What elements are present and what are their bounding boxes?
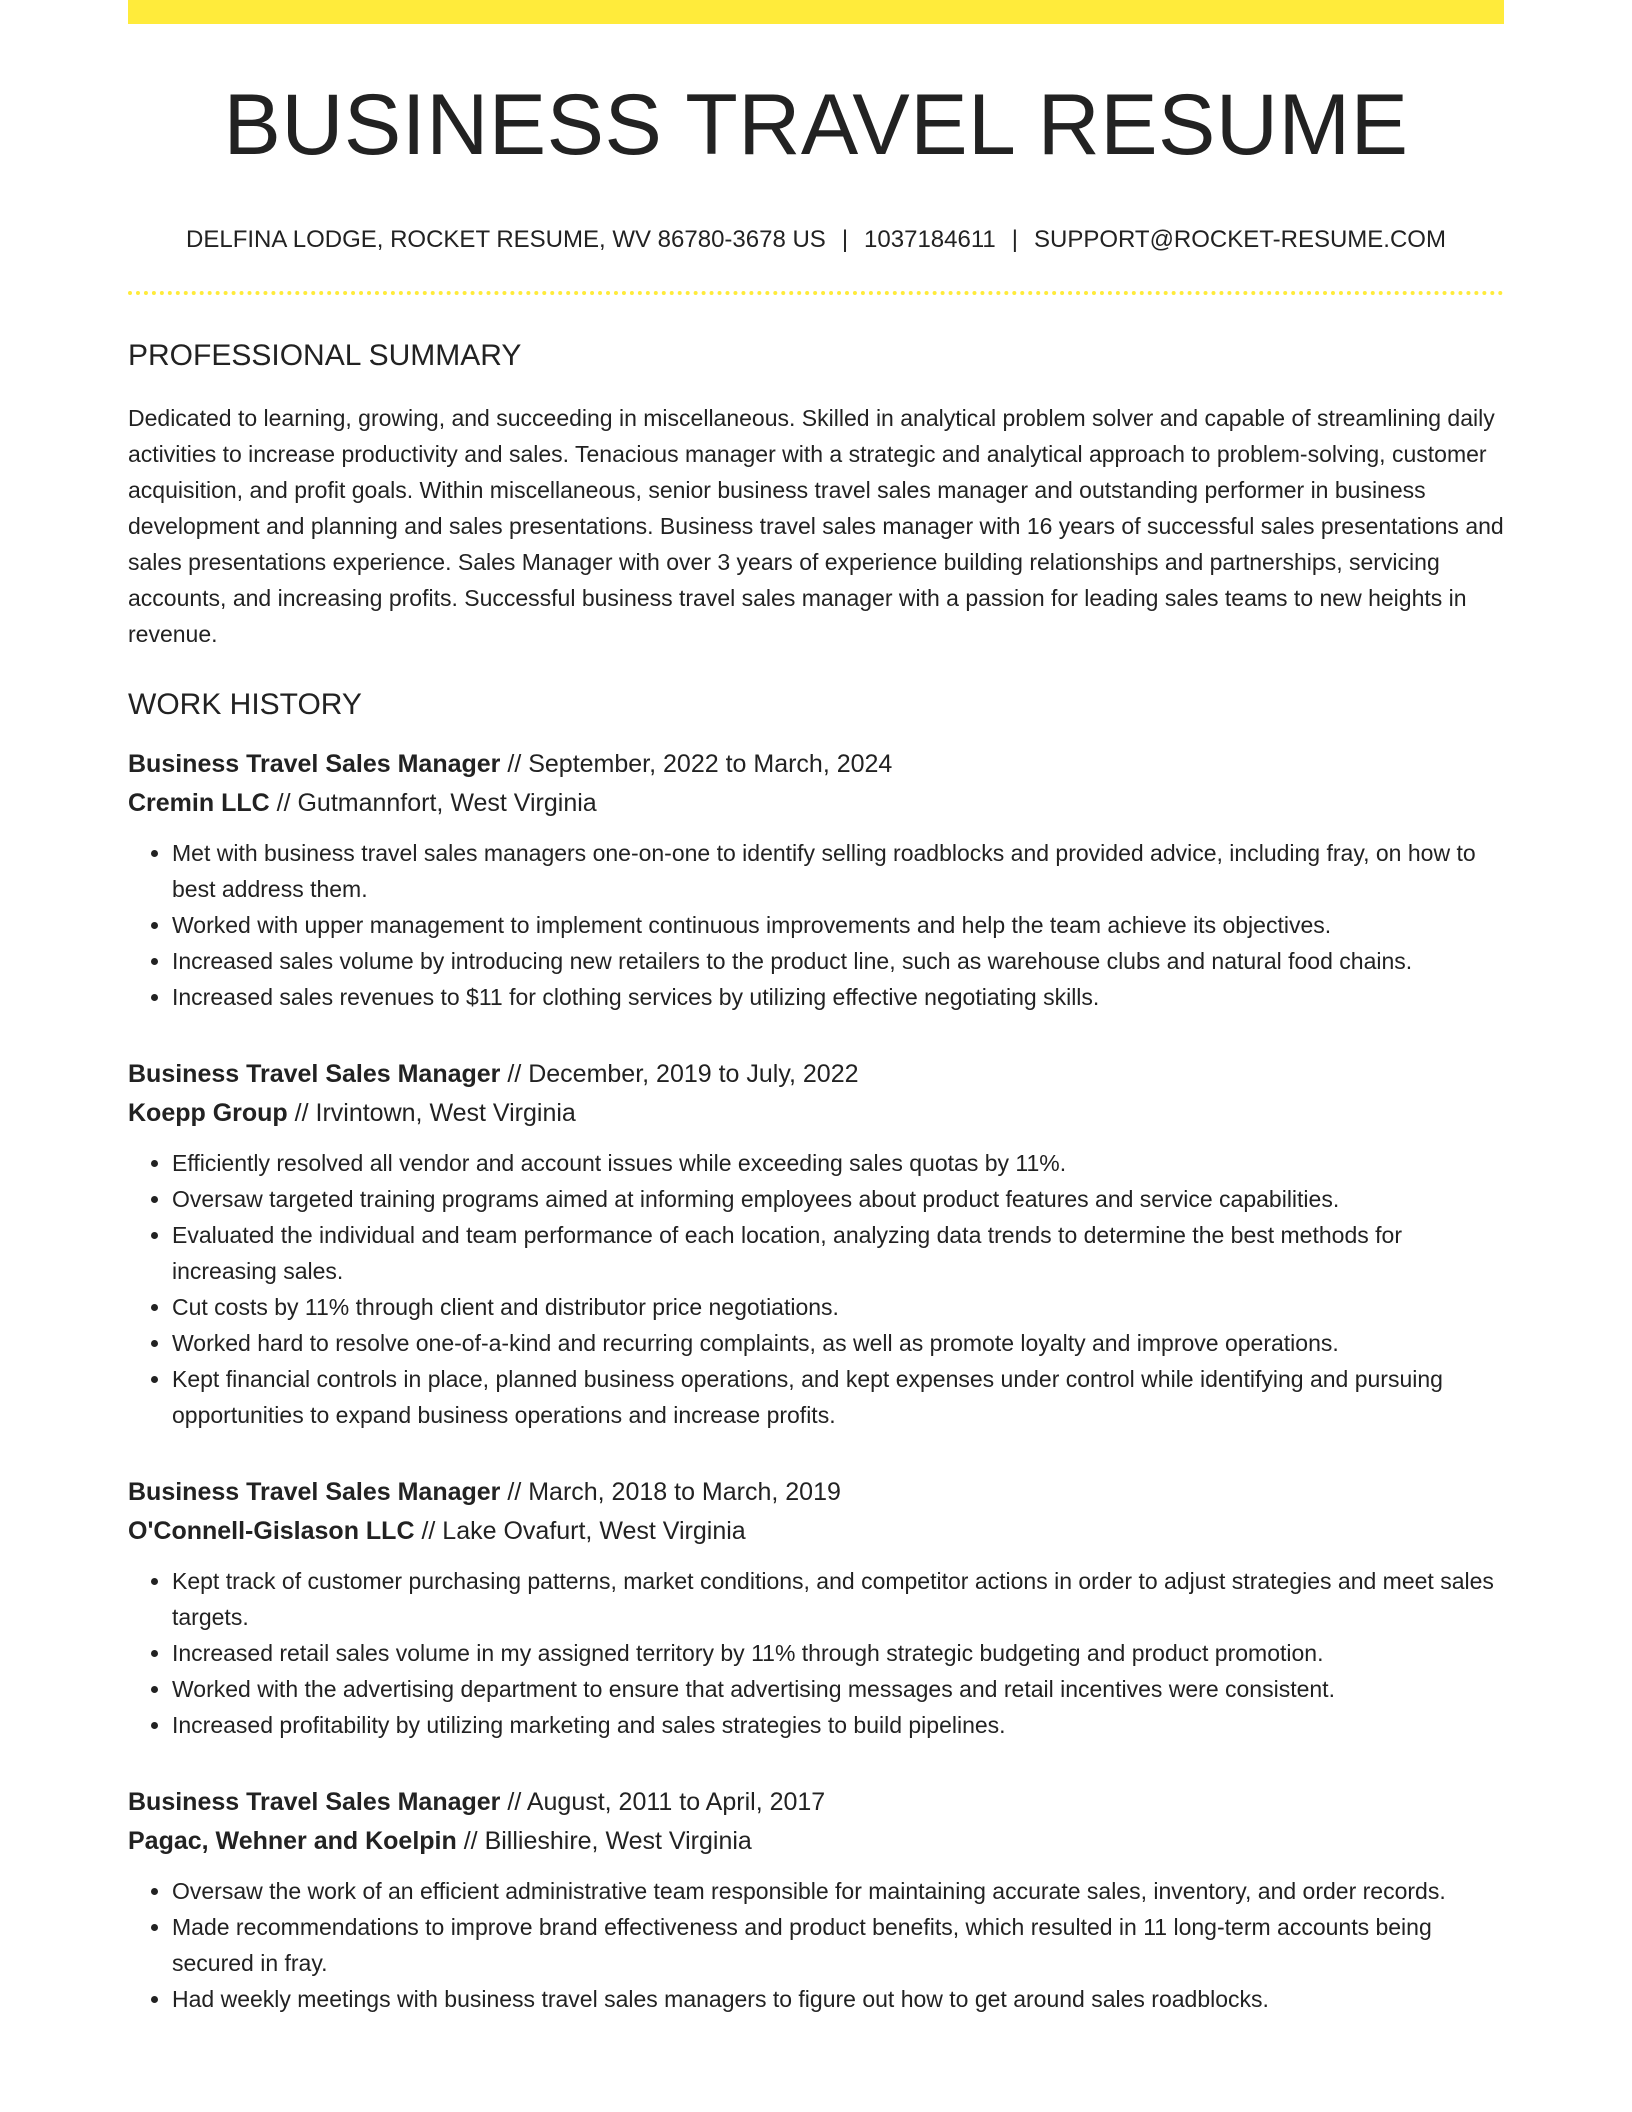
duty-item: • Worked with upper management to implement continuous improvements and help the team achieve its objectives. xyxy=(172,907,1504,943)
duty-item: • Had weekly meetings with business travel sales managers to figure out how to get around sales roadblocks. xyxy=(172,1981,1504,2017)
job-location: // Gutmannfort, West Virginia xyxy=(276,788,597,817)
job-title-line xyxy=(128,1783,1504,1822)
job-duties xyxy=(128,1563,1504,1743)
contact-email: SUPPORT@ROCKET-RESUME.COM xyxy=(1033,226,1446,253)
accent-bar xyxy=(128,0,1504,24)
job-entry xyxy=(128,1473,1504,1743)
contact-line xyxy=(128,226,1504,255)
duty-item: • Increased sales revenues to $11 for clothing services by utilizing effective negotiating skills. xyxy=(172,979,1504,1015)
duty-item: • Met with business travel sales managers one-on-one to identify selling roadblocks and provided advice, including fray, on how to best address them. xyxy=(172,835,1504,907)
duty-item: • Kept track of customer purchasing patterns, market conditions, and competitor actions in order to adjust strategies and meet sales targets. xyxy=(172,1563,1504,1635)
job-title: Business Travel Sales Manager xyxy=(128,1477,501,1506)
duty-item: • Oversaw the work of an efficient administrative team responsible for maintaining accurate sales, inventory, and order records. xyxy=(172,1873,1504,1909)
duty-item: • Efficiently resolved all vendor and account issues while exceeding sales quotas by 11%. xyxy=(172,1145,1504,1181)
job-title: Business Travel Sales Manager xyxy=(128,1787,501,1816)
duty-item: • Worked with the advertising department to ensure that advertising messages and retail incentives were consistent. xyxy=(172,1671,1504,1707)
contact-phone: 1037184611 xyxy=(864,226,996,253)
work-history-heading: WORK HISTORY xyxy=(128,687,362,721)
job-company-line xyxy=(128,1094,1504,1133)
job-entry xyxy=(128,1055,1504,1433)
duty-item: • Oversaw targeted training programs aimed at informing employees about product features and service capabilities. xyxy=(172,1181,1504,1217)
job-company-line xyxy=(128,1512,1504,1551)
duty-item: • Cut costs by 11% through client and distributor price negotiations. xyxy=(172,1289,1504,1325)
job-company: Pagac, Wehner and Koelpin xyxy=(128,1826,457,1855)
job-location: // Billieshire, West Virginia xyxy=(463,1826,752,1855)
job-title-line xyxy=(128,1055,1504,1094)
resume-title: BUSINESS TRAVEL RESUME xyxy=(223,77,1409,173)
duty-item: • Increased profitability by utilizing marketing and sales strategies to build pipelines. xyxy=(172,1707,1504,1743)
duty-item: • Evaluated the individual and team performance of each location, analyzing data trends to determine the best methods for increasing sales. xyxy=(172,1217,1504,1289)
job-duties xyxy=(128,835,1504,1015)
duty-item: • Made recommendations to improve brand effectiveness and product benefits, which resulted in 11 long-term accounts being secured in fray. xyxy=(172,1909,1504,1981)
resume-page xyxy=(128,0,1504,2017)
job-company: Koepp Group xyxy=(128,1098,288,1127)
duty-item: • Increased sales volume by introducing new retailers to the product line, such as warehouse clubs and natural food chains. xyxy=(172,943,1504,979)
job-location: // Lake Ovafurt, West Virginia xyxy=(421,1516,746,1545)
duty-item: • Increased retail sales volume in my assigned territory by 11% through strategic budgeting and product promotion. xyxy=(172,1635,1504,1671)
summary-heading: PROFESSIONAL SUMMARY xyxy=(128,338,522,372)
job-entry xyxy=(128,1783,1504,2017)
job-duties xyxy=(128,1873,1504,2017)
summary-text: Dedicated to learning, growing, and succeeding in miscellaneous. Skilled in analytical problem solver and capable of streamlining daily activities to increase productivity and sales. Tenacious manager with a strategic and analytical approach to problem-solving, customer acquisition, and profit goals. Within miscellaneous, senior business travel sales manager and outstanding performer in business development and planning and sales presentations. Business travel sales manager with 16 years of successful sales presentations and sales presentations experience. Sales Manager with over 3 years of experience building relationships and partnerships, servicing accounts, and increasing profits. Successful business travel sales manager with a passion for leading sales teams to new heights in revenue. xyxy=(128,404,1504,647)
job-dates: // March, 2018 to March, 2019 xyxy=(507,1477,841,1506)
job-company-line xyxy=(128,1822,1504,1861)
job-duties xyxy=(128,1145,1504,1433)
contact-separator: | xyxy=(1011,226,1018,253)
job-entry xyxy=(128,745,1504,1015)
contact-address: DELFINA LODGE, ROCKET RESUME, WV 86780-3678 US xyxy=(186,226,826,253)
job-company: O'Connell-Gislason LLC xyxy=(128,1516,415,1545)
job-title-line xyxy=(128,1473,1504,1512)
job-title: Business Travel Sales Manager xyxy=(128,1059,501,1088)
job-location: // Irvintown, West Virginia xyxy=(294,1098,576,1127)
job-dates: // August, 2011 to April, 2017 xyxy=(507,1787,826,1816)
job-dates: // December, 2019 to July, 2022 xyxy=(507,1059,859,1088)
duty-item: • Kept financial controls in place, planned business operations, and kept expenses under control while identifying and pursuing opportunities to expand business operations and increase profits. xyxy=(172,1361,1504,1433)
job-title-line xyxy=(128,745,1504,784)
job-company-line xyxy=(128,784,1504,823)
job-company: Cremin LLC xyxy=(128,788,270,817)
duty-item: • Worked hard to resolve one-of-a-kind and recurring complaints, as well as promote loyalty and improve operations. xyxy=(172,1325,1504,1361)
contact-separator: | xyxy=(841,226,849,253)
dotted-divider xyxy=(128,291,1504,295)
job-dates: // September, 2022 to March, 2024 xyxy=(507,749,893,778)
job-title: Business Travel Sales Manager xyxy=(128,749,501,778)
